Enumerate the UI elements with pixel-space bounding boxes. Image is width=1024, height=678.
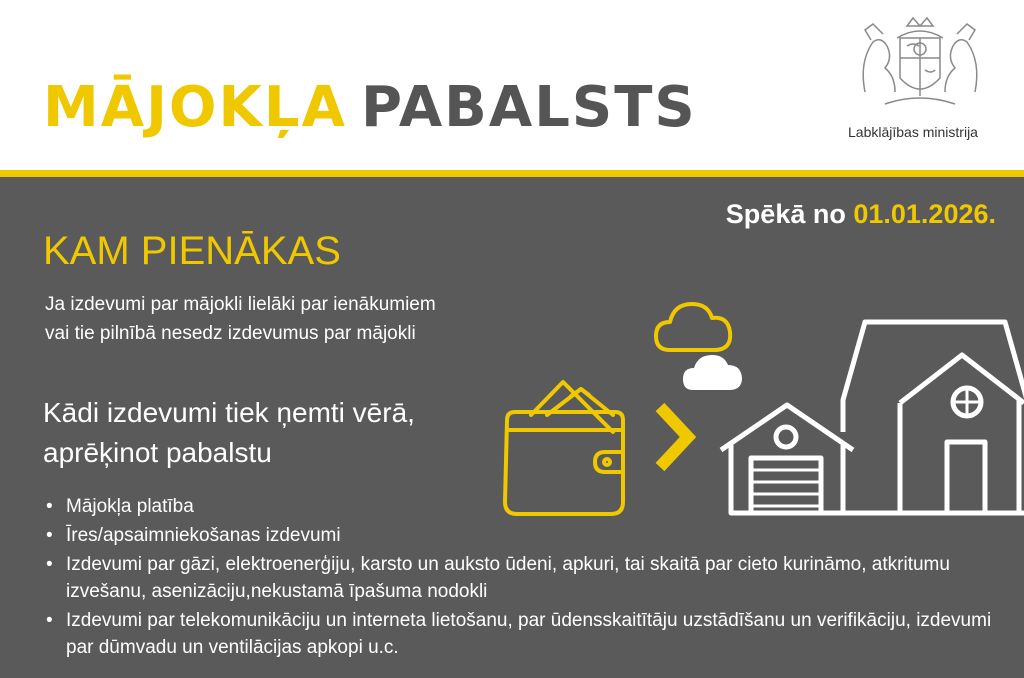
bullet-icon: • (46, 610, 53, 631)
expenses-heading-line: aprēķinot pabalstu (43, 437, 272, 468)
list-item (46, 607, 996, 661)
cloud-icon (683, 355, 742, 390)
list-item-text: Izdevumi par gāzi, elektroenerģiju, karsto un auksto ūdeni, apkuri, tai skaitā par cieto kurināmo, atkritumu izvešanu, asenizāciju,nekustamā īpašuma nodokli (66, 554, 950, 602)
garage-icon (721, 405, 853, 513)
bullet-icon: • (46, 554, 53, 575)
wallet-icon (505, 382, 623, 514)
bullet-icon: • (46, 496, 53, 517)
illustration (495, 292, 1024, 524)
who-description (45, 290, 565, 348)
expenses-heading (43, 393, 503, 473)
effective-prefix: Spēkā no (725, 199, 846, 229)
effective-date-value: 01.01.2026. (853, 199, 996, 229)
title-part-yellow: MĀJOKĻA (43, 75, 347, 140)
cloud-icon (656, 304, 730, 350)
list-item (46, 522, 996, 549)
who-line: vai tie pilnībā nesedz izdevumus par mājokli (45, 323, 416, 344)
header-divider (0, 170, 1024, 177)
bullet-icon: • (46, 525, 53, 546)
list-item-text: Mājokļa platība (66, 496, 194, 517)
house-icon (843, 322, 1024, 513)
header (0, 0, 1024, 172)
coat-of-arms-icon (845, 12, 995, 112)
list-item-text: Īres/apsaimniekošanas izdevumi (66, 525, 341, 546)
ministry-name: Labklājības ministrija (848, 124, 978, 140)
page-title (43, 75, 697, 140)
effective-date (726, 199, 996, 230)
who-line: Ja izdevumi par mājokli lielāki par ienākumiem (45, 294, 436, 315)
chevron-right-icon (660, 407, 688, 467)
who-heading: KAM PIENĀKAS (43, 229, 341, 273)
list-item-text: Izdevumi par telekomunikāciju un interneta lietošanu, par ūdensskaitītāju uzstādīšanu un verifikāciju, izdevumi par dūmvadu un ventilācijas apkopi u.c. (66, 610, 992, 658)
expenses-heading-line: Kādi izdevumi tiek ņemti vērā, (43, 397, 415, 428)
list-item (46, 551, 996, 605)
title-part-gray: PABALSTS (360, 75, 697, 140)
